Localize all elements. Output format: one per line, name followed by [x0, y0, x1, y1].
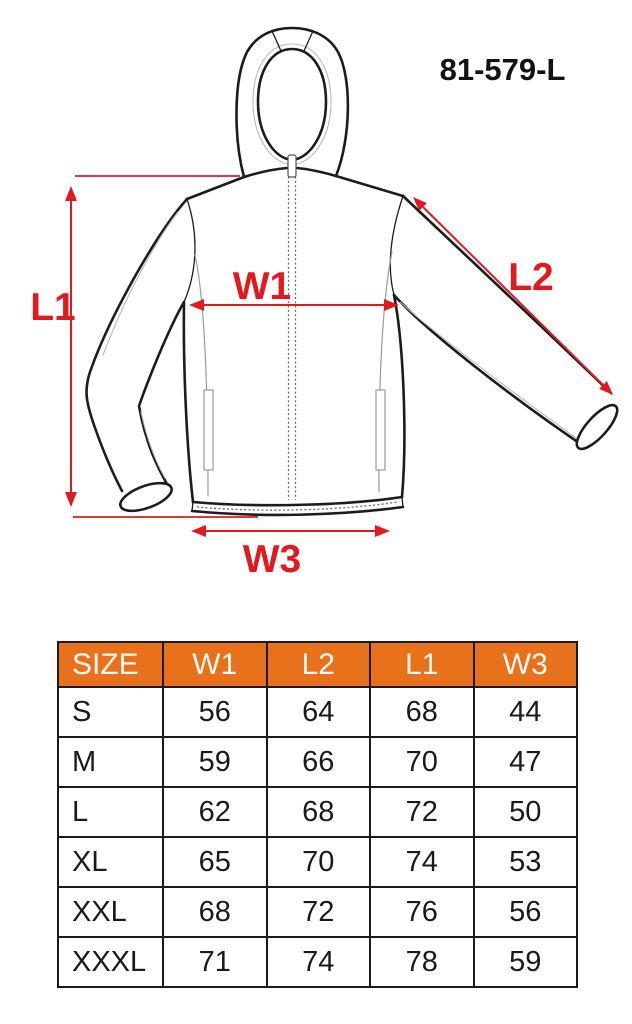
value-cell: 47	[474, 737, 578, 787]
hem-bottom-line	[192, 507, 403, 515]
left-pocket-welt	[204, 390, 213, 470]
header-cell-l2: L2	[267, 642, 371, 687]
value-cell: 56	[474, 887, 578, 937]
size-cell: M	[58, 737, 163, 787]
header-cell-l1: L1	[370, 642, 474, 687]
value-cell: 65	[163, 837, 267, 887]
l1-arrowhead-top	[65, 186, 77, 201]
value-cell: 70	[370, 737, 474, 787]
product-code: 81-579-L	[439, 52, 566, 87]
value-cell: 72	[370, 787, 474, 837]
header-cell-w3: W3	[474, 642, 578, 687]
value-cell: 62	[163, 787, 267, 837]
w3-arrowhead-left	[191, 525, 206, 537]
w3-label: W3	[242, 538, 302, 581]
value-cell: 76	[370, 887, 474, 937]
value-cell: 68	[267, 787, 371, 837]
value-cell: 68	[370, 687, 474, 737]
size-cell: S	[58, 687, 163, 737]
size-table	[57, 641, 578, 988]
header-cell-w1: W1	[163, 642, 267, 687]
table-row	[58, 787, 577, 837]
value-cell: 74	[267, 937, 371, 987]
hood-face-opening	[258, 49, 326, 160]
table-row	[58, 887, 577, 937]
value-cell: 68	[163, 887, 267, 937]
right-raglan-seam	[390, 196, 403, 295]
w3-arrowhead-right	[375, 525, 390, 537]
value-cell: 74	[370, 837, 474, 887]
hood-bottom-left	[244, 168, 287, 177]
hem-left-cap	[192, 502, 193, 511]
value-cell: 56	[163, 687, 267, 737]
left-forearm-fold-line	[141, 412, 165, 478]
value-cell: 71	[163, 937, 267, 987]
right-pocket-welt	[376, 390, 385, 470]
measurement-annotations	[30, 176, 613, 581]
value-cell: 53	[474, 837, 578, 887]
body-right-edge	[394, 295, 404, 497]
table-row	[58, 737, 577, 787]
right-sleeve-fold-line	[400, 302, 576, 438]
value-cell: 50	[474, 787, 578, 837]
left-sleeve-outer-edge	[87, 199, 187, 491]
value-cell: 59	[474, 937, 578, 987]
right-shoulder-line	[336, 176, 403, 196]
value-cell: 78	[370, 937, 474, 987]
size-table-header	[58, 642, 577, 687]
left-shoulder-line	[187, 177, 244, 199]
right-cuff-opening	[571, 400, 623, 455]
size-cell: XXL	[58, 887, 163, 937]
value-cell: 64	[267, 687, 371, 737]
size-cell: L	[58, 787, 163, 837]
value-cell: 66	[267, 737, 371, 787]
hood-bottom-right	[297, 168, 336, 176]
left-raglan-seam	[184, 199, 195, 302]
value-cell: 72	[267, 887, 371, 937]
value-cell: 70	[267, 837, 371, 887]
table-row	[58, 687, 577, 737]
value-cell: 59	[163, 737, 267, 787]
size-cell: XL	[58, 837, 163, 887]
l1-label: L1	[30, 286, 76, 329]
table-row	[58, 837, 577, 887]
w1-label: W1	[232, 265, 292, 308]
l1-arrowhead-bottom	[65, 492, 77, 507]
table-row	[58, 937, 577, 987]
header-cell-size: SIZE	[58, 642, 163, 687]
header-row	[58, 642, 577, 687]
left-cuff-opening	[117, 477, 175, 516]
w1-arrowhead-left	[189, 299, 204, 311]
size-cell: XXXL	[58, 937, 163, 987]
body-left-edge	[184, 302, 193, 502]
zipper-pull-icon	[288, 155, 296, 177]
l2-label: L2	[508, 256, 554, 299]
hem-right-cap	[402, 497, 403, 507]
value-cell: 44	[474, 687, 578, 737]
left-sleeve-inner-edge	[139, 302, 184, 484]
hem-top-line	[193, 497, 402, 505]
